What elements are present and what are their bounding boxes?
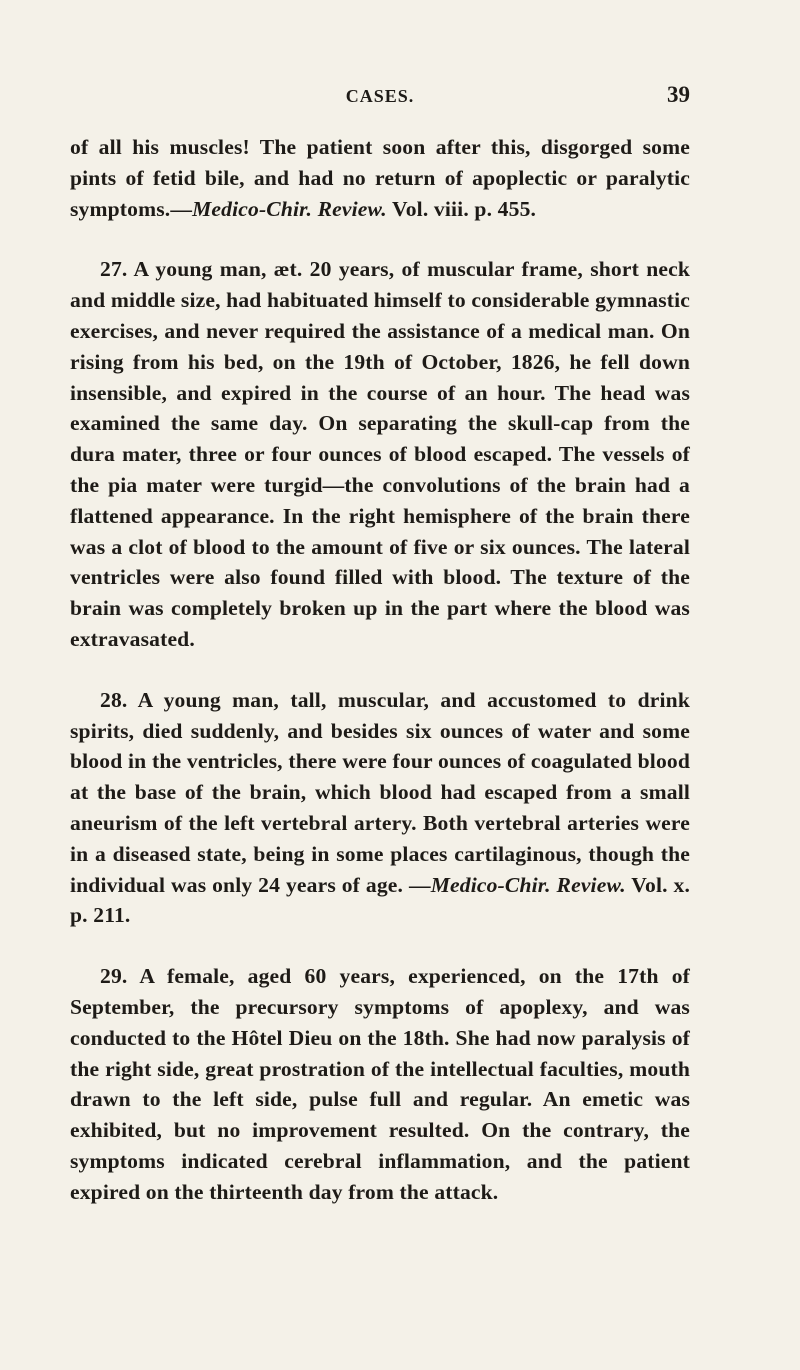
paragraph-case-27 <box>70 254 690 654</box>
page-number: 39 <box>667 82 690 107</box>
paragraph-text: 29. A female, aged 60 years, experienced, on the 17th of September, the precursory symptoms of apoplexy, and was conducted to the Hôtel Dieu on the 18th. She had now paralysis of the right side, great prostration of the intellectual faculties, mouth drawn to the left side, pulse full and regular. An emetic was exhibited, but no improvement resulted. On the contrary, the symptoms indicated cerebral inflammation, and the patient expired on the thirteenth day from the attack. <box>70 964 690 1204</box>
paragraph-text: of all his muscles! The patient soon after this, disgorged some pints of fetid bile, and had no return of apoplectic or paralytic symptoms.— <box>70 135 690 221</box>
paragraph-continuation <box>70 132 690 224</box>
paragraph-text: 28. A young man, tall, muscular, and accustomed to drink spirits, died suddenly, and besides six ounces of water and some blood in the ventricles, there were four ounces of coagulated blood at the base of the brain, which blood had escaped from a small aneurism of the left vertebral artery. Both vertebral arteries were in a diseased state, being in some places cartilaginous, though the individual was only 24 years of age. — <box>70 687 690 897</box>
body-text <box>70 132 690 1208</box>
running-head: CASES. <box>345 86 415 106</box>
page-header <box>70 84 690 112</box>
citation-title: Medico-Chir. Review. <box>192 196 387 221</box>
citation-volume: Vol. x. p. 211. <box>70 872 691 928</box>
paragraph-case-29 <box>70 961 690 1207</box>
citation-title: Medico-Chir. Review. <box>430 872 626 897</box>
paragraph-case-28 <box>70 685 690 931</box>
paragraph-text: 27. A young man, æt. 20 years, of muscular frame, short neck and middle size, had habituated himself to considerable gymnastic exercises, and never required the assistance of a medical man. On rising from his bed, on the 19th of October, 1826, he fell down insensible, and expired in the course of an hour. The head was examined the same day. On separating the skull-cap from the dura mater, three or four ounces of blood escaped. The vessels of the pia mater were turgid—the convolutions of the brain had a flattened appearance. In the right hemisphere of the brain there was a clot of blood to the amount of five or six ounces. The lateral ventricles were also found filled with blood. The texture of the brain was completely broken up in the part where the blood was extravasated. <box>70 257 690 651</box>
citation-volume: Vol. viii. p. 455. <box>386 196 537 221</box>
